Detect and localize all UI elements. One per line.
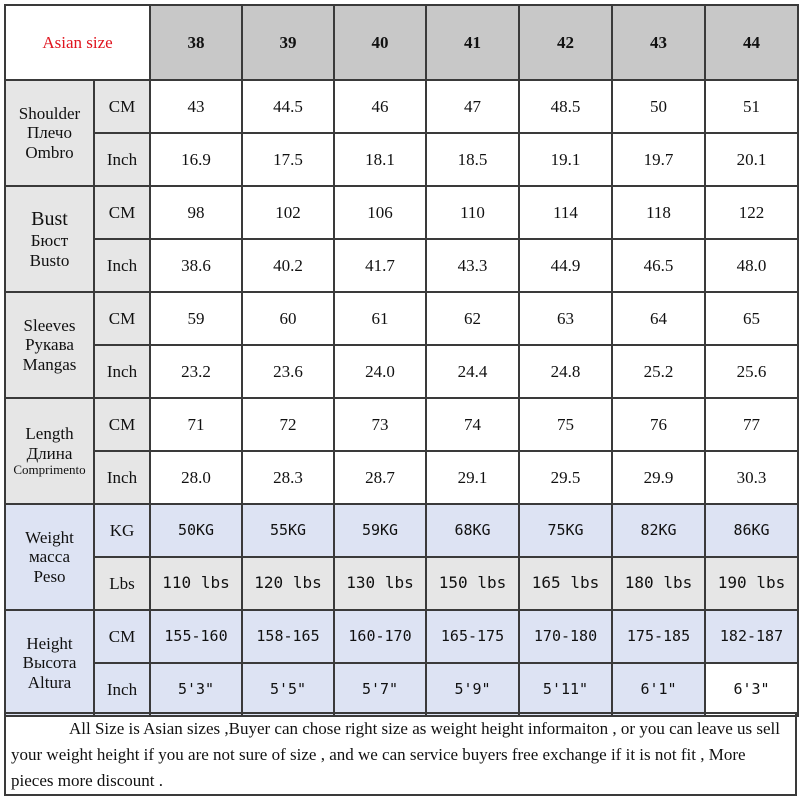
- table-cell: 5'9": [426, 663, 519, 716]
- table-cell: 65: [705, 292, 798, 345]
- table-cell: 60: [242, 292, 334, 345]
- table-cell: 28.3: [242, 451, 334, 504]
- shoulder-label-pt: Ombro: [25, 142, 74, 162]
- table-cell: 63: [519, 292, 612, 345]
- bust-label: [5, 186, 94, 292]
- sleeves-label-en: Sleeves: [23, 315, 76, 335]
- table-cell: 48.0: [705, 239, 798, 292]
- table-cell: 50KG: [150, 504, 242, 557]
- weight-kg-row: [5, 504, 798, 557]
- table-cell: 72: [242, 398, 334, 451]
- shoulder-label-ru: Плечо: [27, 123, 72, 143]
- table-cell: 75: [519, 398, 612, 451]
- shoulder-label-en: Shoulder: [18, 103, 81, 123]
- table-cell: 23.6: [242, 345, 334, 398]
- sleeves-cm-row: [5, 292, 798, 345]
- size-42-header: 42: [519, 5, 612, 80]
- header-row: [5, 5, 798, 80]
- unit-label: Inch: [94, 663, 150, 716]
- length-cm-row: [5, 398, 798, 451]
- table-cell: 155-160: [150, 610, 242, 663]
- height-label: [5, 610, 94, 716]
- table-cell: 120 lbs: [242, 557, 334, 610]
- sleeves-label-ru: Рукава: [25, 335, 74, 355]
- unit-label: CM: [94, 610, 150, 663]
- table-cell: 20.1: [705, 133, 798, 186]
- length-inch-row: [5, 451, 798, 504]
- table-cell: 170-180: [519, 610, 612, 663]
- shoulder-cm-row: [5, 80, 798, 133]
- size-40-header: 40: [334, 5, 426, 80]
- height-cm-row: [5, 610, 798, 663]
- table-cell: 30.3: [705, 451, 798, 504]
- bust-label-pt: Busto: [29, 250, 70, 270]
- table-cell: 102: [242, 186, 334, 239]
- table-cell: 18.1: [334, 133, 426, 186]
- unit-label: Lbs: [94, 557, 150, 610]
- table-cell: 175-185: [612, 610, 705, 663]
- table-cell: 28.0: [150, 451, 242, 504]
- table-cell: 71: [150, 398, 242, 451]
- table-cell: 61: [334, 292, 426, 345]
- table-cell: 6'3": [705, 663, 798, 716]
- table-cell: 5'5": [242, 663, 334, 716]
- table-cell: 114: [519, 186, 612, 239]
- table-cell: 43.3: [426, 239, 519, 292]
- table-cell: 40.2: [242, 239, 334, 292]
- table-cell: 86KG: [705, 504, 798, 557]
- table-cell: 43: [150, 80, 242, 133]
- weight-lbs-row: [5, 557, 798, 610]
- table-cell: 24.4: [426, 345, 519, 398]
- bust-label-en: Bust: [31, 207, 68, 230]
- weight-label: [5, 504, 94, 610]
- table-cell: 48.5: [519, 80, 612, 133]
- weight-label-ru: масса: [28, 547, 71, 567]
- chart-title: Asian size: [5, 5, 150, 80]
- table-cell: 23.2: [150, 345, 242, 398]
- table-cell: 18.5: [426, 133, 519, 186]
- table-cell: 165 lbs: [519, 557, 612, 610]
- table-cell: 158-165: [242, 610, 334, 663]
- height-label-ru: Высота: [22, 653, 77, 673]
- bust-label-ru: Бюст: [30, 230, 69, 250]
- table-cell: 17.5: [242, 133, 334, 186]
- sleeves-label-pt: Mangas: [22, 354, 77, 374]
- unit-label: KG: [94, 504, 150, 557]
- table-cell: 75KG: [519, 504, 612, 557]
- table-cell: 46: [334, 80, 426, 133]
- table-cell: 59: [150, 292, 242, 345]
- table-cell: 150 lbs: [426, 557, 519, 610]
- shoulder-label: [5, 80, 94, 186]
- table-cell: 106: [334, 186, 426, 239]
- table-cell: 122: [705, 186, 798, 239]
- table-cell: 24.8: [519, 345, 612, 398]
- table-cell: 19.1: [519, 133, 612, 186]
- size-44-header: 44: [705, 5, 798, 80]
- length-label-pt: Comprimento: [13, 462, 86, 478]
- bust-cm-row: [5, 186, 798, 239]
- length-label: [5, 398, 94, 504]
- table-cell: 82KG: [612, 504, 705, 557]
- table-cell: 74: [426, 398, 519, 451]
- sleeves-inch-row: [5, 345, 798, 398]
- table-cell: 6'1": [612, 663, 705, 716]
- size-41-header: 41: [426, 5, 519, 80]
- table-cell: 47: [426, 80, 519, 133]
- length-label-ru: Длина: [26, 443, 73, 463]
- table-cell: 190 lbs: [705, 557, 798, 610]
- table-cell: 98: [150, 186, 242, 239]
- unit-label: CM: [94, 398, 150, 451]
- table-cell: 180 lbs: [612, 557, 705, 610]
- table-cell: 29.1: [426, 451, 519, 504]
- unit-label: Inch: [94, 133, 150, 186]
- table-cell: 76: [612, 398, 705, 451]
- bust-inch-row: [5, 239, 798, 292]
- sleeves-label: [5, 292, 94, 398]
- table-cell: 19.7: [612, 133, 705, 186]
- table-cell: 44.5: [242, 80, 334, 133]
- table-cell: 130 lbs: [334, 557, 426, 610]
- table-cell: 24.0: [334, 345, 426, 398]
- table-cell: 16.9: [150, 133, 242, 186]
- table-cell: 55KG: [242, 504, 334, 557]
- table-cell: 68KG: [426, 504, 519, 557]
- table-cell: 25.2: [612, 345, 705, 398]
- table-cell: 165-175: [426, 610, 519, 663]
- table-cell: 25.6: [705, 345, 798, 398]
- size-38-header: 38: [150, 5, 242, 80]
- shoulder-inch-row: [5, 133, 798, 186]
- table-cell: 64: [612, 292, 705, 345]
- table-cell: 41.7: [334, 239, 426, 292]
- table-cell: 73: [334, 398, 426, 451]
- height-inch-row: [5, 663, 798, 716]
- height-label-pt: Altura: [27, 672, 72, 692]
- size-39-header: 39: [242, 5, 334, 80]
- table-cell: 110 lbs: [150, 557, 242, 610]
- table-cell: 5'11": [519, 663, 612, 716]
- size-43-header: 43: [612, 5, 705, 80]
- table-cell: 182-187: [705, 610, 798, 663]
- table-cell: 44.9: [519, 239, 612, 292]
- table-cell: 29.5: [519, 451, 612, 504]
- length-label-en: Length: [25, 423, 74, 443]
- table-cell: 118: [612, 186, 705, 239]
- height-label-en: Height: [26, 633, 73, 653]
- unit-label: Inch: [94, 239, 150, 292]
- table-cell: 59KG: [334, 504, 426, 557]
- weight-label-pt: Peso: [33, 566, 66, 586]
- table-cell: 28.7: [334, 451, 426, 504]
- table-cell: 46.5: [612, 239, 705, 292]
- table-cell: 38.6: [150, 239, 242, 292]
- table-cell: 77: [705, 398, 798, 451]
- size-table: [4, 4, 799, 717]
- table-cell: 29.9: [612, 451, 705, 504]
- table-cell: 62: [426, 292, 519, 345]
- table-cell: 50: [612, 80, 705, 133]
- size-note: All Size is Asian sizes ,Buyer can chose right size as weight height informaiton , or you can leave us sell your weight height if you are not sure of size , and we can service buyers free exchange if it is not fit , More pieces more discount .: [4, 712, 797, 796]
- table-cell: 160-170: [334, 610, 426, 663]
- table-cell: 110: [426, 186, 519, 239]
- table-cell: 51: [705, 80, 798, 133]
- table-cell: 5'7": [334, 663, 426, 716]
- unit-label: Inch: [94, 451, 150, 504]
- unit-label: Inch: [94, 345, 150, 398]
- table-cell: 5'3": [150, 663, 242, 716]
- unit-label: CM: [94, 80, 150, 133]
- weight-label-en: Weight: [25, 527, 74, 547]
- unit-label: CM: [94, 292, 150, 345]
- unit-label: CM: [94, 186, 150, 239]
